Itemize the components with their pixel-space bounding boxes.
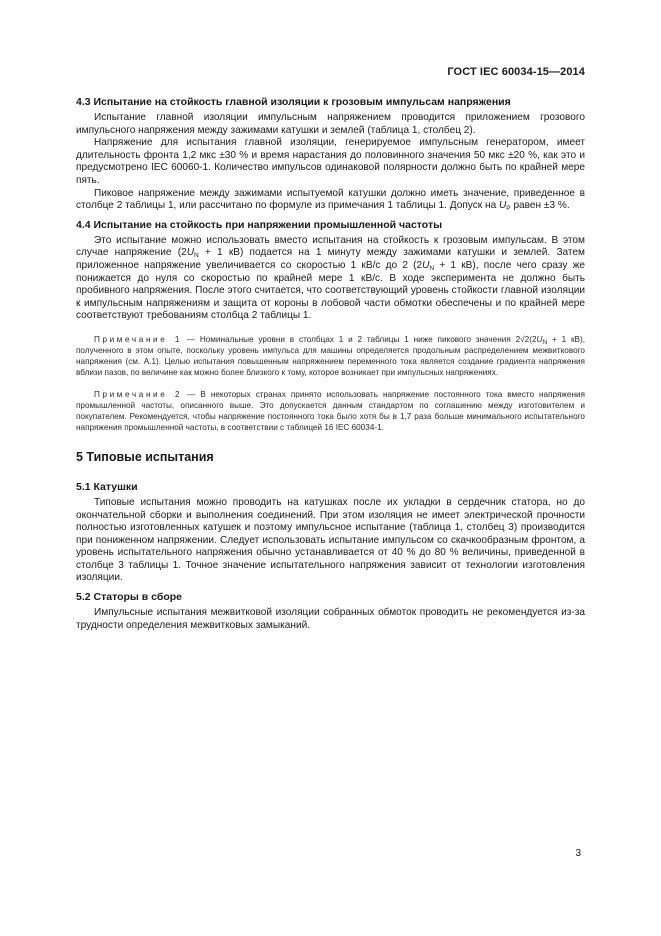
note-2-label: Примечание 2 <box>94 389 183 399</box>
section-5-1-paragraph: Типовые испытания можно проводить на катушках после их укладки в сердечник статора, но до окончательной сборки и выполнения соединений. При этом изоляция не имеет электрической прочности полностью изготовленных катушек и поэтому импульсное испытание (таблица 1, столбец 3) производится при пониженном напряжении. Следует использовать испытание импульсом со скачкообразным фронтом, а уровень испытательного напряжения обычно устанавливается от 40 % до 80 % величины, приведенной в столбце 3 таблицы 1. Точное значение испытательного напряжения зависит от технологии изготовления изоляции. <box>76 496 585 584</box>
section-4-4-paragraph-1: Это испытание можно использовать вместо испытания на стойкость к грозовым импульсам. В этом случае напряжение ($2U_N + 1$ кВ) подается на 1 минуту между зажимами катушки и землей. Затем приложенное напряжение увеличивается со скоростью 1 кВ/с до 2 ($2U_N + 1$ кВ), после чего сразу же понижается до нуля со скоростью по крайней мере 1 кВ/с. В ходе эксперимента не должно быть пробивного напряжения. После этого считается, что соответствующий уровень стойкости главной изоляции к импульсным напряжениям и защита от короны в лобовой части обмотки обеспечены и по крайней мере соответствуют требованиям столбца 2 таблицы 1. <box>76 234 585 322</box>
note-1-label: Примечание 1 <box>94 334 182 344</box>
page-number: 3 <box>575 848 581 859</box>
section-5-title: 5 Типовые испытания <box>76 449 214 464</box>
note-1: Примечание 1 — Номинальные уровни в столбцах 1 и 2 таблицы 1 ниже пикового значения $2√2(2U_N + 1$ кВ), полученного в этом опыте, поскольку уровень импульса для машины определяется продольным распределением межвиткового напряжения (см. А.1). Целью испытания повышенным напряжением переменного тока является создание градиента напряжения вблизи пазов, по величине как можно более близкого к тому, которое возникает при импульсных напряжениях. <box>76 334 585 377</box>
section-4-4-title: 4.4 Испытание на стойкость при напряжении промышленной частоты <box>76 218 443 231</box>
section-4-3-paragraph-2: Напряжение для испытания главной изоляции, генерируемое импульсным генератором, имеет длительность фронта 1,2 мкс ±30 % и время нарастания до половинного значения 50 мкс ±20 %, как это и предусмотрено IEC 60060-1. Количество импульсов одинаковой полярности должно быть по крайней мере пять. <box>76 137 585 186</box>
note-2: Примечание 2 — В некоторых странах принято использовать напряжение постоянного тока вместо напряжения промышленной частоты, описанного выше. Это допускается данным стандартом по соглашению между изготовителем и покупателем. Рекомендуется, чтобы напряжение постоянного тока было хотя бы в 1,7 раза больше минимального испытательного напряжения промышленной частоты, в соответствии с таблицей 16 IEC 60034-1. <box>76 389 585 432</box>
sqrt-symbol: √2 <box>520 334 530 344</box>
section-5-2-title: 5.2 Статоры в сборе <box>76 591 183 604</box>
section-4-3-title: 4.3 Испытание на стойкость главной изоляции к грозовым импульсам напряжения <box>76 96 511 108</box>
section-5-1-title: 5.1 Катушки <box>76 480 138 493</box>
document-header: ГОСТ IEC 60034-15—2014 <box>447 66 585 78</box>
section-5-2-paragraph: Импульсные испытания межвитковой изоляции собранных обмоток проводить не рекомендуется из-за трудности определения межвитковых замыканий. <box>76 607 585 631</box>
section-4-3-paragraph-3: Пиковое напряжение между зажимами испытуемой катушки должно иметь значение, приведенное в столбце 2 таблицы 1, или рассчитано по формуле из примечания 1 таблицы 1. Допуск на $U_P$ равен ±3 %. <box>76 187 585 213</box>
section-4-3-paragraph-1: Испытание главной изоляции импульсным напряжением проводится приложением грозового импульсного напряжения между зажимами катушки и землей (таблица 1, столбец 2). <box>76 112 585 136</box>
page-content <box>76 96 585 632</box>
